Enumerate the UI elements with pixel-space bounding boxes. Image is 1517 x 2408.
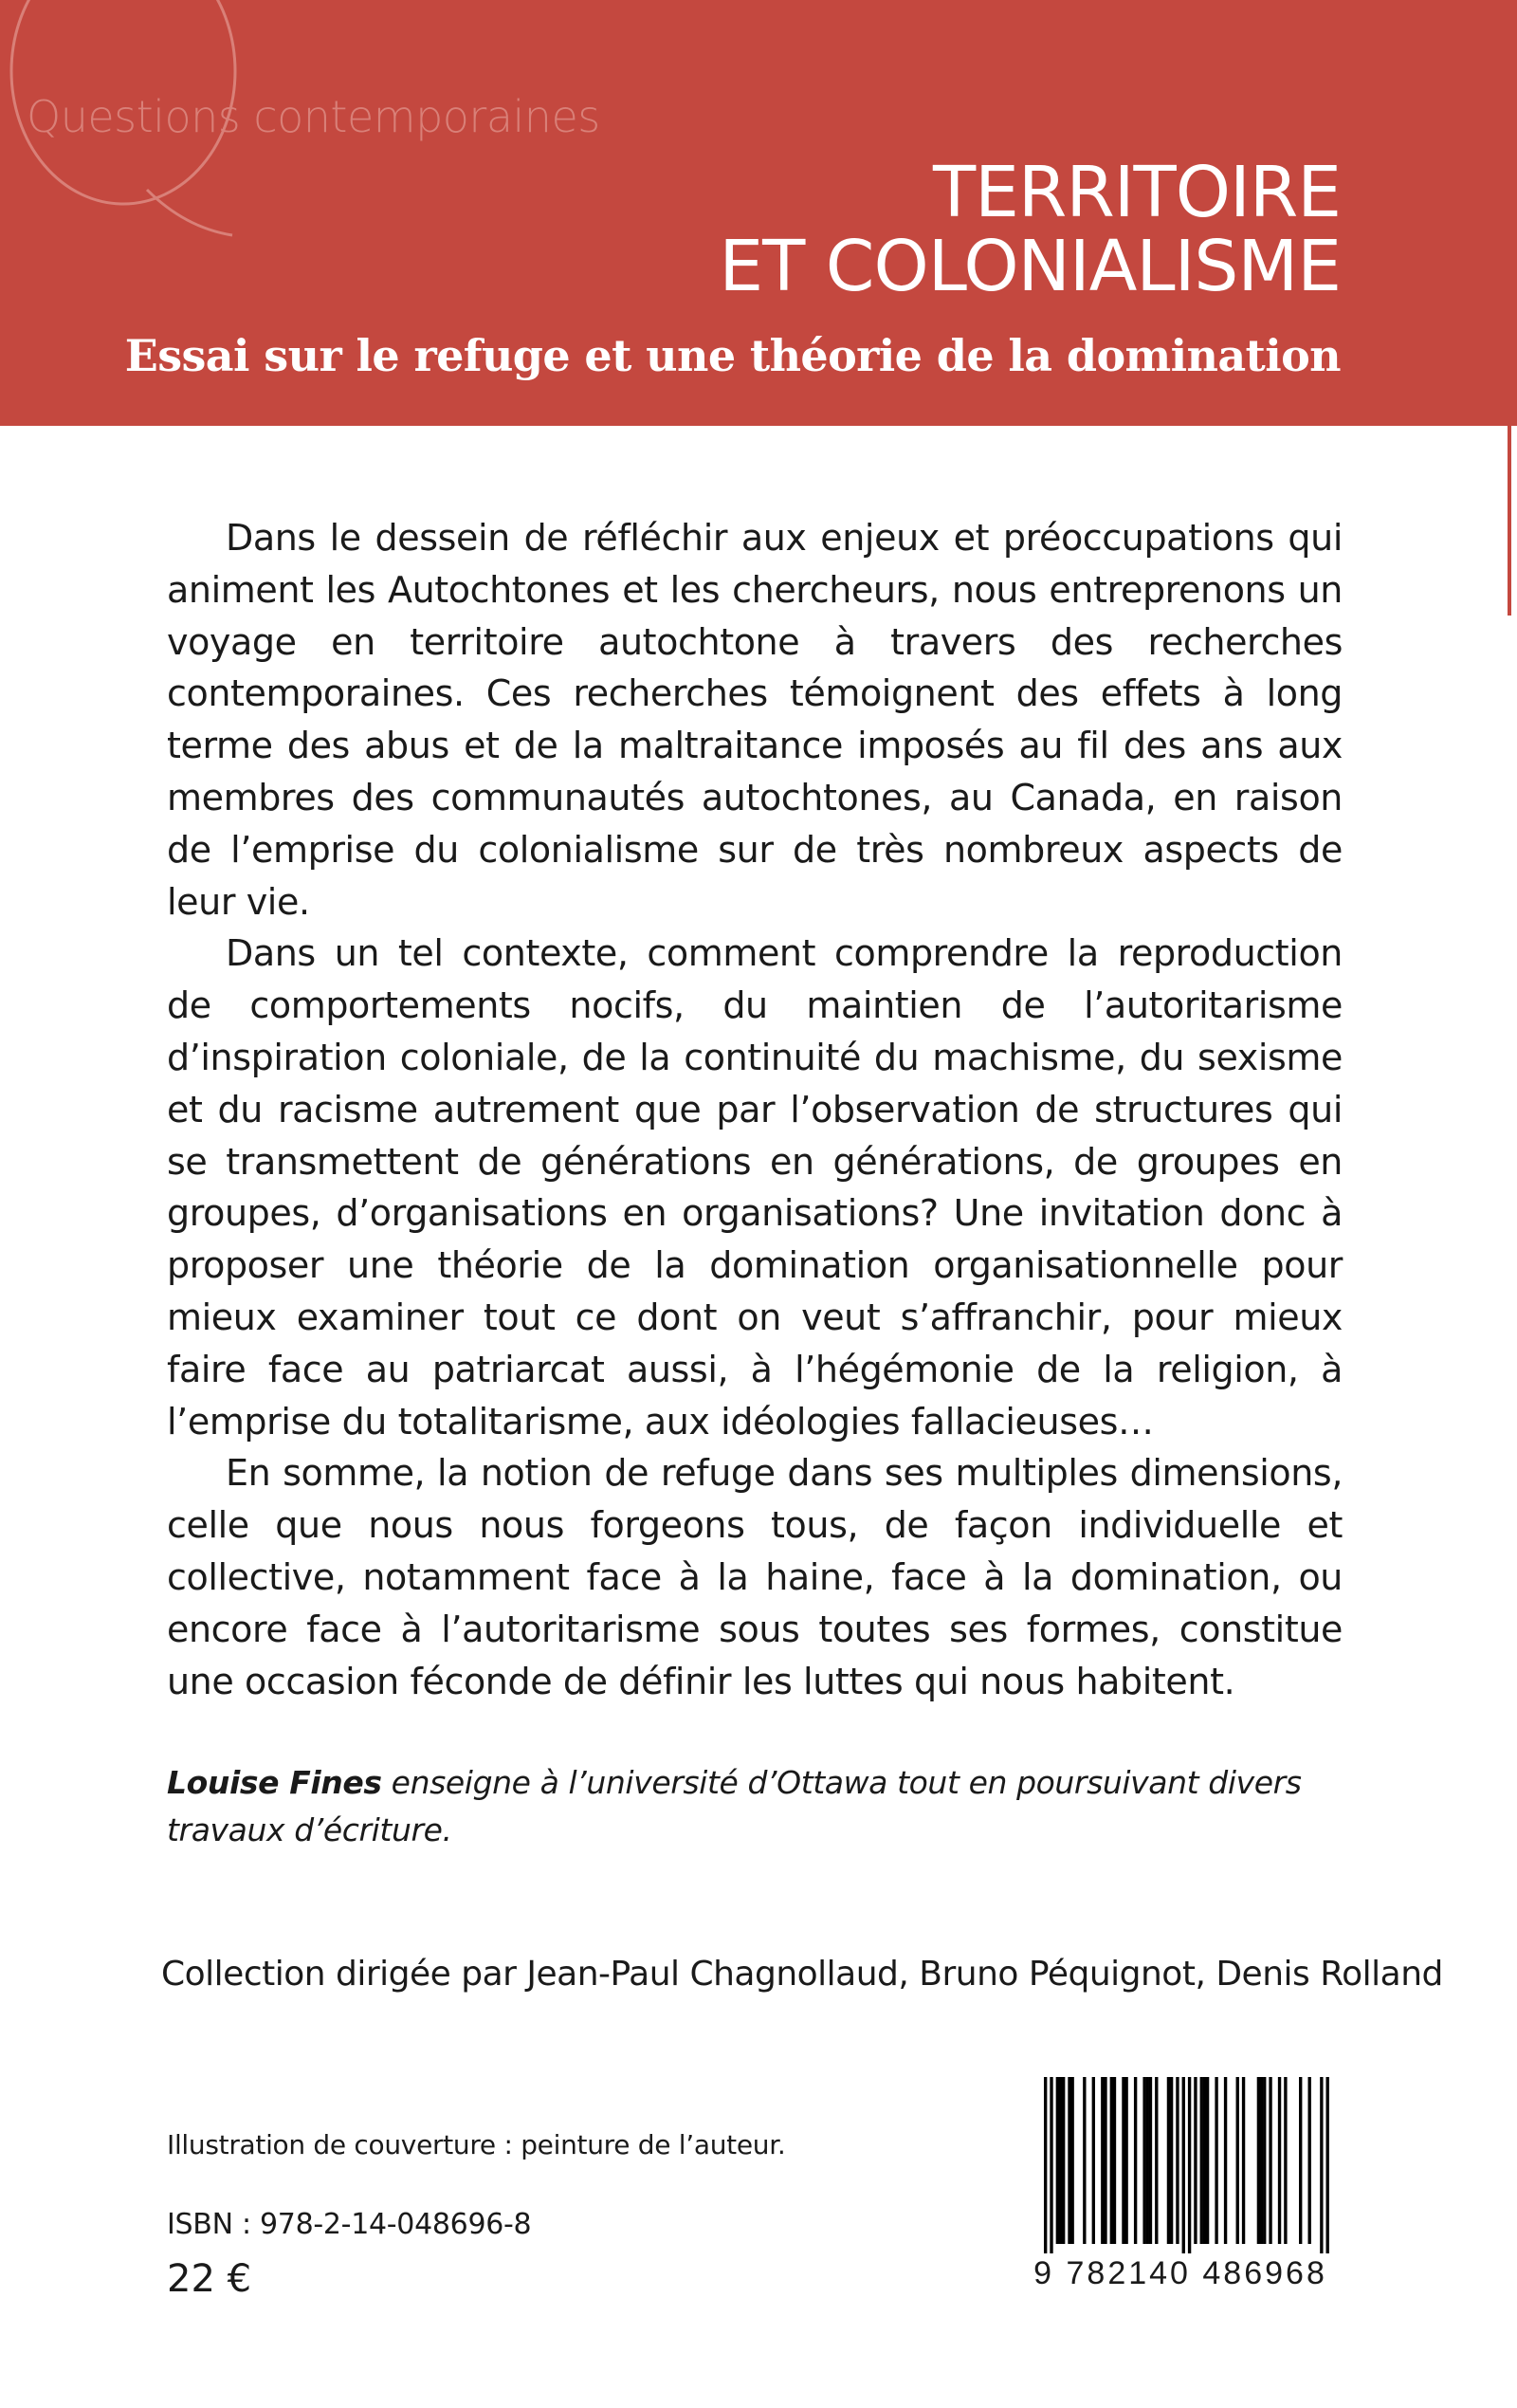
barcode-bar <box>1149 2077 1152 2244</box>
barcode-bar <box>1092 2077 1095 2244</box>
blurb-paragraph: Dans un tel contexte, comment comprendre la reproduction de comportements nocifs, du maintien de l’autoritarisme d’inspiration coloniale, de la continuité du machisme, du sexisme et du racisme autrement que par l’observation de structures qui se transmettent de générations en générations, de groupes en groupes, d’organisations en organisations? Une invitation donc à proposer une théorie de la domination organisationnelle pour mieux examiner tout ce dont on veut s’affranchir, pour mieux faire face au patriarcat aussi, à l’hégémonie de la religion, à l’emprise du totalitarisme, aux idéologies fallacieuses… <box>167 932 1343 1443</box>
isbn: ISBN : 978-2-14-048696-8 <box>167 2208 532 2241</box>
barcode-bar <box>1308 2077 1311 2244</box>
barcode-bar <box>1206 2077 1209 2244</box>
barcode-bar <box>1070 2077 1073 2244</box>
barcode-bar <box>1224 2077 1227 2244</box>
barcode-block <box>1026 2077 1335 2306</box>
barcode-bar <box>1320 2077 1323 2253</box>
collection-editors: Collection dirigée par Jean-Paul Chagnollaud, Bruno Péquignot, Denis Rolland <box>161 1955 1443 1994</box>
barcode-bar <box>1194 2077 1197 2244</box>
spine-edge-mark <box>1508 426 1511 616</box>
barcode-bar <box>1242 2077 1245 2244</box>
barcode-bar <box>1062 2077 1065 2244</box>
barcode-bar <box>1215 2077 1217 2244</box>
barcode-bar <box>1263 2077 1266 2244</box>
barcode-bar <box>1146 2077 1149 2244</box>
barcode-bar <box>1170 2077 1173 2244</box>
cover-header-band <box>0 0 1517 426</box>
barcode-bar <box>1068 2077 1070 2244</box>
barcode-bar <box>1104 2077 1106 2244</box>
author-bio-text: enseigne à l’université d’Ottawa tout en poursuivant divers travaux d’écriture. <box>167 1764 1302 1848</box>
barcode-bar <box>1134 2077 1137 2244</box>
barcode-bar <box>1200 2077 1203 2244</box>
barcode-bar <box>1113 2077 1116 2244</box>
barcode-digits: 9 782140 486968 <box>1033 2255 1327 2291</box>
blurb-paragraph: Dans le dessein de réfléchir aux enjeux et préoccupations qui animent les Autochtones et les chercheurs, nous entreprenons un voyage en territoire autochtone à travers des recherches contemporaines. Ces recherches témoignent des effets à long terme des abus et de la maltraitance imposés au fil des ans aux membres des communautés autochtones, au Canada, en raison de l’emprise du colonialisme sur de très nombreux aspects de leur vie. <box>167 517 1343 923</box>
barcode-bar <box>1188 2077 1191 2253</box>
book-title-line-2: ET COLONIALISME <box>719 226 1341 307</box>
price: 22 € <box>167 2257 252 2301</box>
barcode-bar <box>1278 2077 1281 2244</box>
ean13-barcode-icon <box>1026 2077 1335 2257</box>
barcode-bar <box>1044 2077 1047 2253</box>
book-subtitle: Essai sur le refuge et une théorie de la domination <box>124 330 1341 381</box>
barcode-bar <box>1299 2077 1302 2244</box>
barcode-bar <box>1110 2077 1113 2244</box>
barcode-bar <box>1182 2077 1185 2253</box>
barcode-bar <box>1083 2077 1086 2244</box>
barcode-bar <box>1101 2077 1104 2244</box>
blurb <box>167 512 1343 1707</box>
barcode-bar <box>1269 2077 1271 2244</box>
barcode-bar <box>1326 2077 1329 2253</box>
barcode-bar <box>1167 2077 1170 2244</box>
barcode-bar <box>1122 2077 1124 2244</box>
barcode-bar <box>1056 2077 1059 2244</box>
barcode-bar <box>1155 2077 1158 2244</box>
barcode-bar <box>1124 2077 1127 2244</box>
barcode-bar <box>1059 2077 1062 2244</box>
author-bio <box>167 1759 1343 1854</box>
illustration-credit: Illustration de couverture : peinture de l’auteur. <box>167 2129 786 2160</box>
barcode-bar <box>1236 2077 1239 2244</box>
author-name: Louise Fines <box>167 1764 382 1801</box>
barcode-bar <box>1257 2077 1260 2244</box>
barcode-bar <box>1142 2077 1145 2244</box>
blurb-paragraph: En somme, la notion de refuge dans ses multiples dimensions, celle que nous nous forgeons tous, de façon individuelle et collective, notamment face à la haine, face à la domination, ou encore face à l’autoritarisme sous toutes ses formes, constitue une occasion féconde de définir les luttes qui nous habitent. <box>167 1452 1343 1702</box>
series-name: Questions contemporaines <box>27 91 600 142</box>
barcode-bar <box>1050 2077 1052 2253</box>
book-title-line-1: TERRITOIRE <box>932 152 1341 233</box>
barcode-bar <box>1203 2077 1206 2244</box>
barcode-bar <box>1260 2077 1263 2244</box>
barcode-bar <box>1284 2077 1287 2244</box>
barcode-bar <box>1176 2077 1179 2244</box>
